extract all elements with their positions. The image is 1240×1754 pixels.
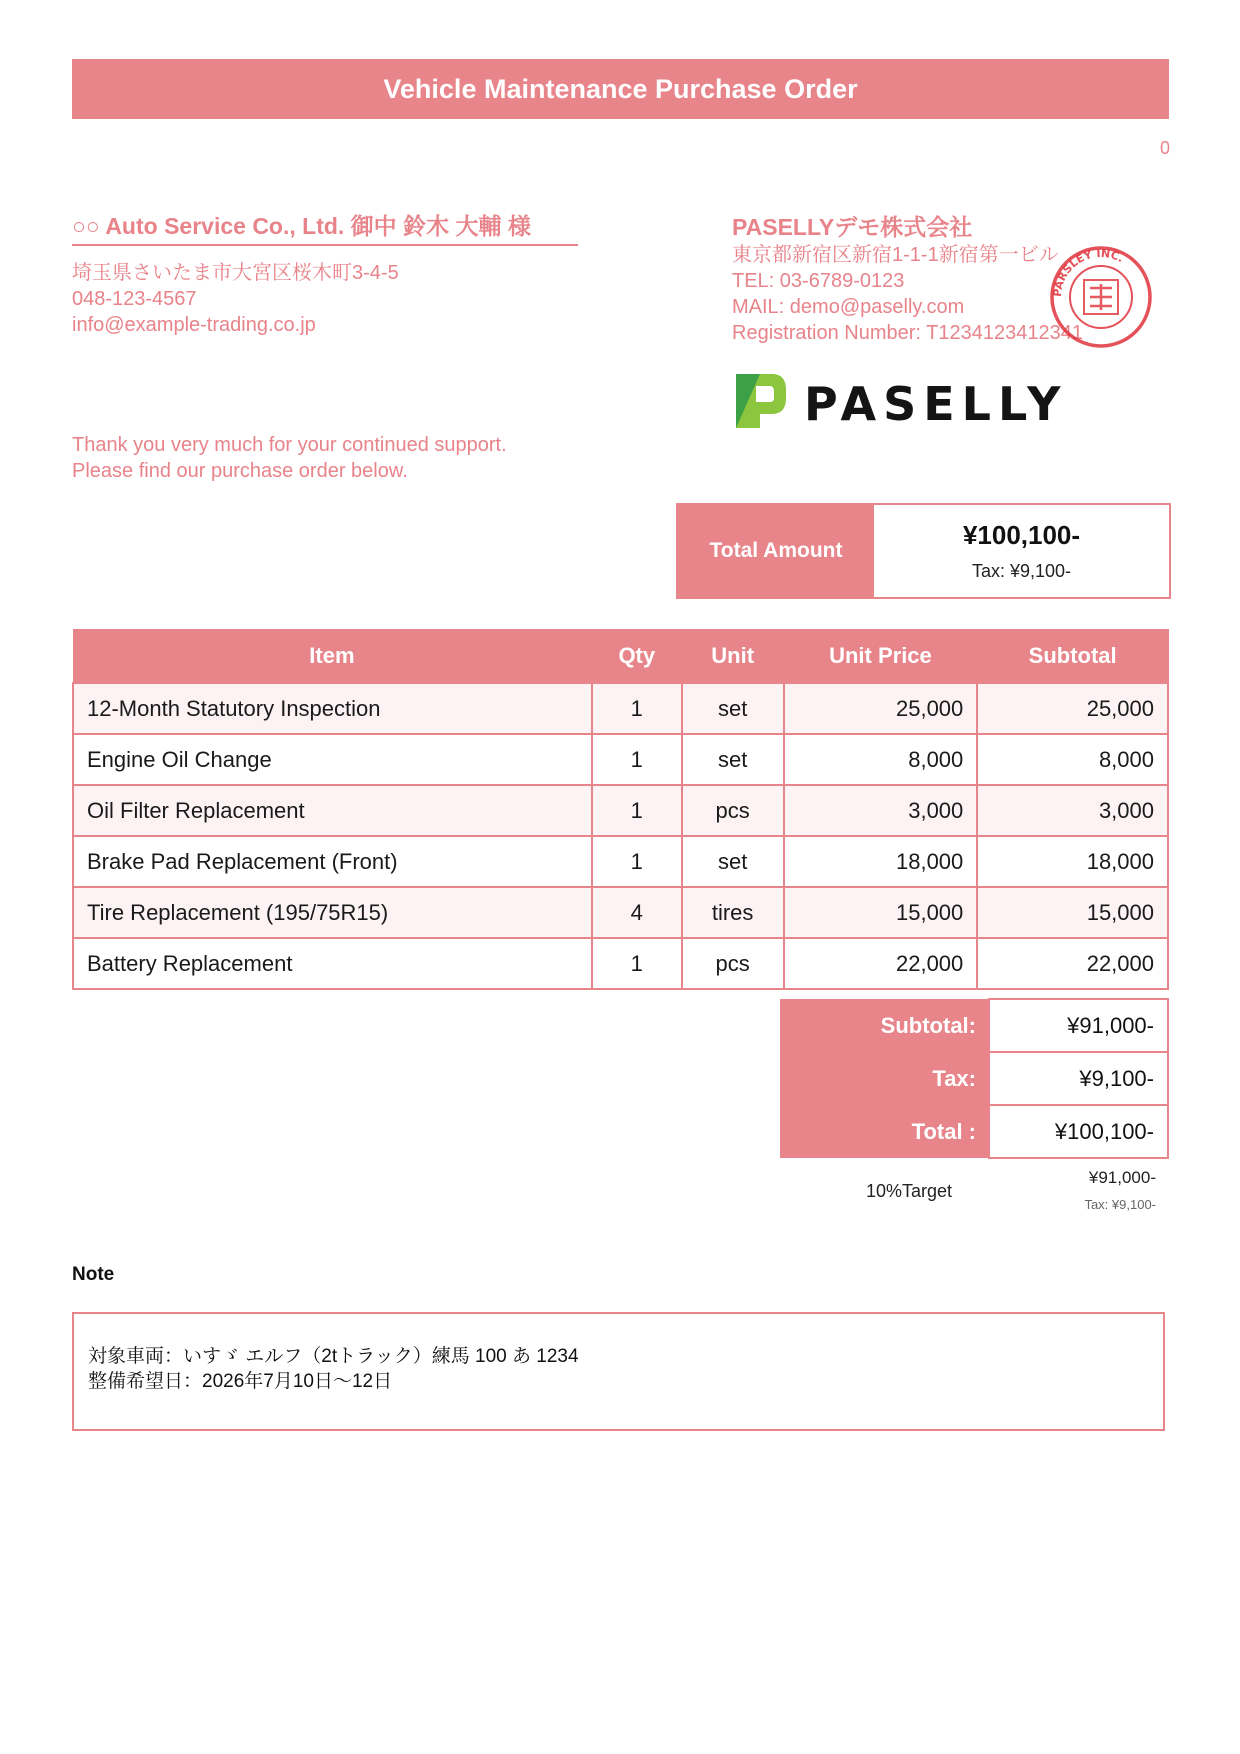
row-unit-price: 3,000 (784, 785, 978, 836)
document-title: Vehicle Maintenance Purchase Order (72, 59, 1169, 119)
row-subtotal: 8,000 (977, 734, 1168, 785)
seal-text: PARSLEY INC. (1050, 246, 1126, 298)
row-qty: 1 (592, 938, 682, 989)
table-row (73, 887, 1168, 938)
items-table (72, 629, 1169, 990)
greeting-line-2: Please find our purchase order below. (72, 460, 408, 482)
summary-subtotal-label: Subtotal: (780, 999, 989, 1052)
total-amount-value: ¥100,100- (962, 520, 1081, 550)
row-qty: 1 (592, 836, 682, 887)
company-seal-icon (1048, 244, 1154, 350)
table-row (73, 938, 1168, 989)
header-unit-price: Unit Price (784, 629, 978, 683)
row-item: Oil Filter Replacement (73, 785, 592, 836)
header-qty: Qty (592, 629, 682, 683)
row-unit: set (682, 836, 784, 887)
recipient-phone: 048-123-4567 (72, 288, 197, 310)
issuer-mail: MAIL: demo@paselly.com (732, 296, 965, 318)
summary-tax-value: ¥9,100- (989, 1052, 1168, 1105)
header-unit: Unit (682, 629, 784, 683)
row-qty: 1 (592, 734, 682, 785)
row-unit: pcs (682, 785, 784, 836)
row-subtotal: 22,000 (977, 938, 1168, 989)
issuer-tel: TEL: 03-6789-0123 (732, 270, 905, 292)
row-qty: 1 (592, 785, 682, 836)
row-unit-price: 15,000 (784, 887, 978, 938)
total-tax-value: Tax: ¥9,100- (971, 561, 1072, 581)
tax-target-amount: ¥91,000- (1088, 1168, 1156, 1187)
row-unit: set (682, 683, 784, 734)
row-qty: 1 (592, 683, 682, 734)
table-row (73, 785, 1168, 836)
summary-subtotal-value: ¥91,000- (989, 999, 1168, 1052)
summary-total-value: ¥100,100- (989, 1105, 1168, 1158)
row-subtotal: 3,000 (977, 785, 1168, 836)
issuer-registration: Registration Number: T1234123412341 (732, 322, 1083, 344)
row-unit: set (682, 734, 784, 785)
tax-target-label: 10%Target (866, 1181, 953, 1201)
issuer-name: PASELLYデモ株式会社 (732, 214, 973, 240)
row-item: 12-Month Statutory Inspection (73, 683, 592, 734)
table-row (73, 836, 1168, 887)
greeting-line-1: Thank you very much for your continued support. (72, 434, 507, 456)
issuer-address: 東京都新宿区新宿1-1-1新宿第一ビル (732, 244, 1059, 266)
note-text: 対象車両：いすゞ エルフ（2tトラック）練馬 100 あ 1234 整備希望日：2026年7月10日〜12日 (72, 1312, 1165, 1431)
row-unit-price: 25,000 (784, 683, 978, 734)
document-number: 0 (1159, 138, 1170, 158)
recipient-name: ○○ Auto Service Co., Ltd. 御中 鈴木 大輔 様 (72, 212, 578, 246)
row-unit: pcs (682, 938, 784, 989)
row-unit-price: 18,000 (784, 836, 978, 887)
table-row (73, 734, 1168, 785)
row-subtotal: 15,000 (977, 887, 1168, 938)
row-item: Brake Pad Replacement (Front) (73, 836, 592, 887)
issuer-logo (732, 370, 1062, 437)
greeting (72, 432, 507, 484)
row-subtotal: 18,000 (977, 836, 1168, 887)
tax-target-tax: Tax: ¥9,100- (1084, 1197, 1156, 1212)
row-item: Tire Replacement (195/75R15) (73, 887, 592, 938)
recipient-email: info@example-trading.co.jp (72, 314, 316, 336)
paselly-logo-icon (732, 370, 1062, 432)
note-title: Note (72, 1264, 115, 1285)
row-item: Engine Oil Change (73, 734, 592, 785)
summary-table (780, 998, 1169, 1159)
total-amount-box (676, 503, 1171, 599)
row-qty: 4 (592, 887, 682, 938)
header-item: Item (73, 629, 592, 683)
table-row (73, 683, 1168, 734)
row-unit-price: 8,000 (784, 734, 978, 785)
header-subtotal: Subtotal (977, 629, 1168, 683)
total-amount-label: Total Amount (678, 505, 874, 597)
recipient-block (72, 212, 578, 338)
logo-text: PASELLY (804, 377, 1062, 431)
summary-tax-label: Tax: (780, 1052, 989, 1105)
row-item: Battery Replacement (73, 938, 592, 989)
row-unit: tires (682, 887, 784, 938)
summary-total-label: Total : (780, 1105, 989, 1158)
svg-text:PARSLEY INC. (1051, 247, 1126, 298)
row-unit-price: 22,000 (784, 938, 978, 989)
row-subtotal: 25,000 (977, 683, 1168, 734)
recipient-address: 埼玉県さいたま市大宮区桜木町3-4-5 (72, 262, 399, 284)
